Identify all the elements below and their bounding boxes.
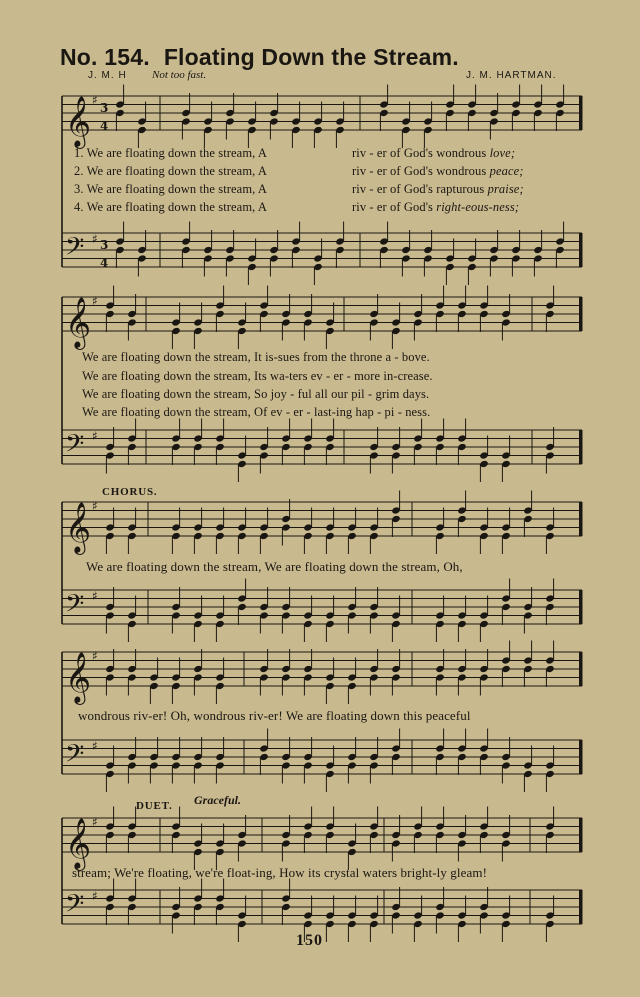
words-credit: J. M. H: [88, 70, 127, 81]
final-barline: [579, 818, 582, 852]
final-barline: [579, 502, 582, 536]
time-signature: 4: [100, 256, 109, 270]
final-barline: [579, 590, 582, 624]
key-signature: ♯: [92, 815, 98, 829]
key-signature: ♯: [92, 649, 98, 663]
chorus-line-1: We are floating down the stream, We are floating down the stream, Oh,: [86, 559, 463, 574]
treble-clef: 𝄞: [65, 96, 92, 147]
key-signature: ♯: [92, 589, 98, 603]
bass-clef: 𝄢: [65, 739, 85, 775]
chorus-label: CHORUS.: [102, 486, 158, 498]
key-signature: ♯: [92, 232, 98, 246]
verse-4-line-2: We are floating down the stream, Of ev - er - last-ing hap - pi - ness.: [82, 405, 431, 419]
final-barline: [579, 233, 582, 267]
bass-clef: 𝄢: [65, 232, 85, 268]
final-barline: [579, 430, 582, 464]
treble-clef: 𝄞: [65, 502, 92, 553]
duet-label: DUET.: [136, 800, 173, 812]
hymn-name: Floating Down the Stream.: [163, 44, 459, 70]
chorus-line-2: wondrous riv-er! Oh, wondrous riv-er! We are floating down this peaceful: [78, 708, 471, 723]
final-barline: [579, 740, 582, 774]
verse-1-line-1-tail: riv - er of God's wondrous love;: [352, 146, 516, 160]
treble-clef: 𝄞: [65, 818, 92, 869]
verse-2-line-1-tail: riv - er of God's wondrous peace;: [352, 164, 524, 178]
time-signature: 4: [100, 119, 109, 133]
verse-4-line-1: 4. We are floating down the stream, A: [74, 200, 268, 214]
time-signature: 3: [100, 238, 109, 252]
verse-4-line-1-tail: riv - er of God's right-eous-ness;: [352, 200, 520, 214]
final-barline: [579, 652, 582, 686]
bass-clef: 𝄢: [65, 589, 85, 625]
verse-3-line-2: We are floating down the stream, So joy - ful all our pil - grim days.: [82, 387, 430, 401]
key-signature: ♯: [92, 499, 98, 513]
final-barline: [579, 96, 582, 130]
key-signature: ♯: [92, 739, 98, 753]
time-signature: 3: [100, 101, 109, 115]
music-credit: J. M. HARTMAN.: [466, 70, 557, 81]
hymn-number: No. 154.: [60, 44, 150, 70]
verse-3-line-1: 3. We are floating down the stream, A: [74, 182, 268, 196]
verse-1-line-1: 1. We are floating down the stream, A: [74, 146, 268, 160]
verse-2-line-2: We are floating down the stream, Its wa-ters ev - er - more in-crease.: [82, 369, 433, 383]
verse-3-line-1-tail: riv - er of God's rapturous praise;: [352, 182, 524, 196]
treble-clef: 𝄞: [65, 297, 92, 348]
final-barline: [579, 297, 582, 331]
bass-clef: 𝄢: [65, 889, 85, 925]
treble-clef: 𝄞: [65, 652, 92, 703]
key-signature: ♯: [92, 429, 98, 443]
key-signature: ♯: [92, 889, 98, 903]
graceful-marking: Graceful.: [194, 793, 241, 807]
chorus-line-3: stream; We're floating, we're float-ing, How its crystal waters bright-ly gleam!: [72, 865, 487, 880]
verse-2-line-1: 2. We are floating down the stream, A: [74, 164, 268, 178]
verse-1-line-2: We are floating down the stream, It is-sues from the throne a - bove.: [82, 350, 430, 364]
key-signature: ♯: [92, 294, 98, 308]
tempo-marking: Not too fast.: [152, 69, 207, 81]
page-number: 150: [296, 932, 323, 949]
final-barline: [579, 890, 582, 924]
bass-clef: 𝄢: [65, 429, 85, 465]
key-signature: ♯: [92, 93, 98, 107]
